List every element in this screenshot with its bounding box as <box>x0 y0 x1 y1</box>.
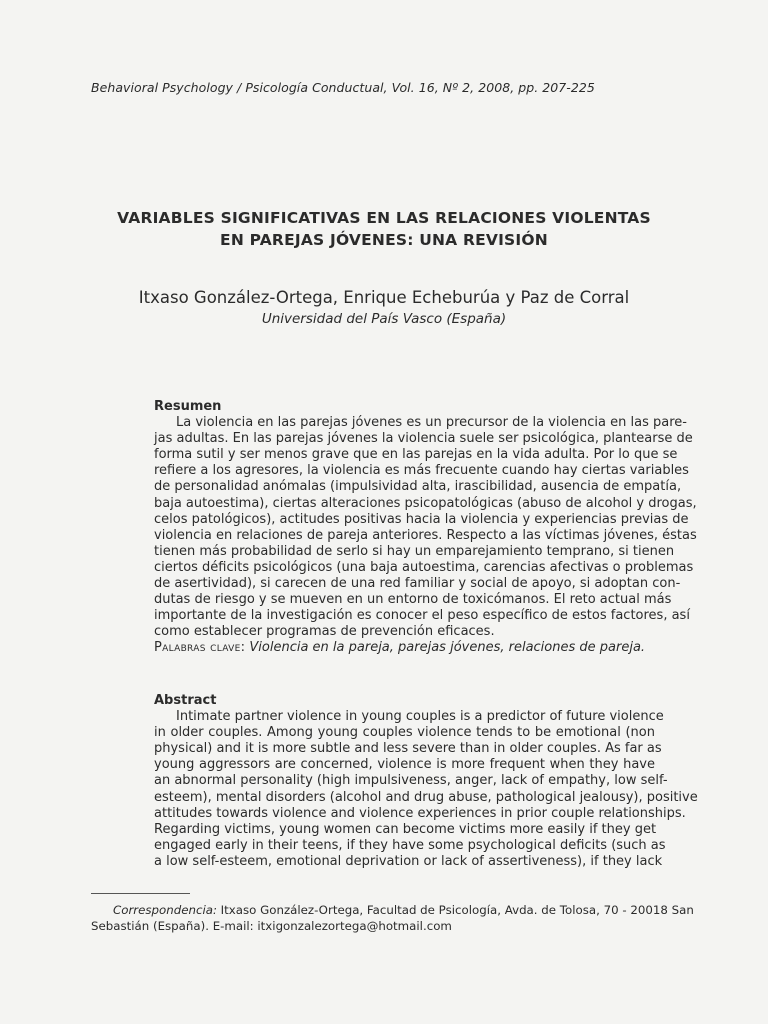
footnote-line-1-text: Itxaso González-Ortega, Facultad de Psicología, Avda. de Tolosa, 70 - 20018 San <box>216 903 694 917</box>
resumen-line: jas adultas. En las parejas jóvenes la violencia suele ser psicológica, plantearse de <box>154 431 693 447</box>
abstract-line: young aggressors are concerned, violence is more frequent when they have <box>154 757 655 773</box>
resumen-line: ciertos déficits psicológicos (una baja autoestima, carencias afectivas o problemas <box>154 559 694 575</box>
keywords-text: Violencia en la pareja, parejas jóvenes, relaciones de pareja. <box>249 640 646 656</box>
abstract-line: engaged early in their teens, if they have some psychological deficits (such as <box>154 837 666 853</box>
abstract-body <box>154 709 698 870</box>
article-title-line-1: VARIABLES SIGNIFICATIVAS EN LAS RELACIONES VIOLENTAS <box>117 209 651 227</box>
journal-header: Behavioral Psychology / Psicología Conductual, Vol. 16, Nº 2, 2008, pp. 207-225 <box>91 80 595 95</box>
resumen-body <box>154 415 697 640</box>
correspondence-footnote <box>91 902 694 934</box>
abstract-line: a low self-esteem, emotional deprivation or lack of assertiveness), if they lack <box>154 853 663 869</box>
resumen-line: importante de la investigación es conocer el peso específico de estos factores, así <box>154 608 690 624</box>
resumen-line: de asertividad), si carecen de una red familiar y social de apoyo, si adoptan con- <box>154 576 681 592</box>
resumen-line: forma sutil y ser menos grave que en las parejas en la vida adulta. Por lo que se <box>154 447 678 463</box>
keywords <box>154 640 655 656</box>
resumen-line: como establecer programas de prevención eficaces. <box>154 624 495 640</box>
resumen-line: La violencia en las parejas jóvenes es un precursor de la violencia en las pare- <box>176 415 687 431</box>
abstract-line: attitudes towards violence and violence experiences in prior couple relationships. <box>154 805 686 821</box>
keywords-label: Palabras clave: <box>154 640 246 656</box>
resumen-section <box>154 399 697 657</box>
abstract-line: Intimate partner violence in young couples is a predictor of future violence <box>176 709 664 725</box>
affiliation: Universidad del País Vasco (España) <box>261 311 507 327</box>
abstract-line: in older couples. Among young couples violence tends to be emotional (non <box>154 725 655 741</box>
abstract-line: Regarding victims, young women can become victims more easily if they get <box>154 821 657 837</box>
article-title <box>60 207 708 251</box>
abstract-line: physical) and it is more subtle and less severe than in older couples. As far as <box>154 741 662 757</box>
abstract-section <box>154 693 698 870</box>
abstract-line: an abnormal personality (high impulsiveness, anger, lack of empathy, low self- <box>154 773 668 789</box>
resumen-line: dutas de riesgo y se mueven en un entorno de toxicómanos. El reto actual más <box>154 592 672 608</box>
abstract-heading: Abstract <box>154 693 217 708</box>
resumen-line: violencia en relaciones de pareja anteriores. Respecto a las víctimas jóvenes, éstas <box>154 527 697 543</box>
article-title-line-2: EN PAREJAS JÓVENES: UNA REVISIÓN <box>220 231 548 249</box>
resumen-heading: Resumen <box>154 399 222 414</box>
resumen-line: baja autoestima), ciertas alteraciones psicopatológicas (abuso de alcohol y drogas, <box>154 495 697 511</box>
footnote-divider <box>91 893 190 894</box>
footnote-line-1 <box>91 902 694 918</box>
footnote-label: Correspondencia: <box>113 903 217 917</box>
abstract-line: esteem), mental disorders (alcohol and drug abuse, pathological jealousy), positive <box>154 789 698 805</box>
resumen-line: celos patológicos), actitudes positivas hacia la violencia y experiencias previas de <box>154 511 689 527</box>
authors: Itxaso González-Ortega, Enrique Echeburúa y Paz de Corral <box>138 288 630 307</box>
footnote-line-2: Sebastián (España). E-mail: itxigonzalezortega@hotmail.com <box>91 919 452 933</box>
resumen-line: tienen más probabilidad de serlo si hay un emparejamiento temprano, si tienen <box>154 543 675 559</box>
resumen-line: de personalidad anómalas (impulsividad alta, irascibilidad, ausencia de empatía, <box>154 479 682 495</box>
resumen-line: refiere a los agresores, la violencia es más frecuente cuando hay ciertas variables <box>154 463 689 479</box>
